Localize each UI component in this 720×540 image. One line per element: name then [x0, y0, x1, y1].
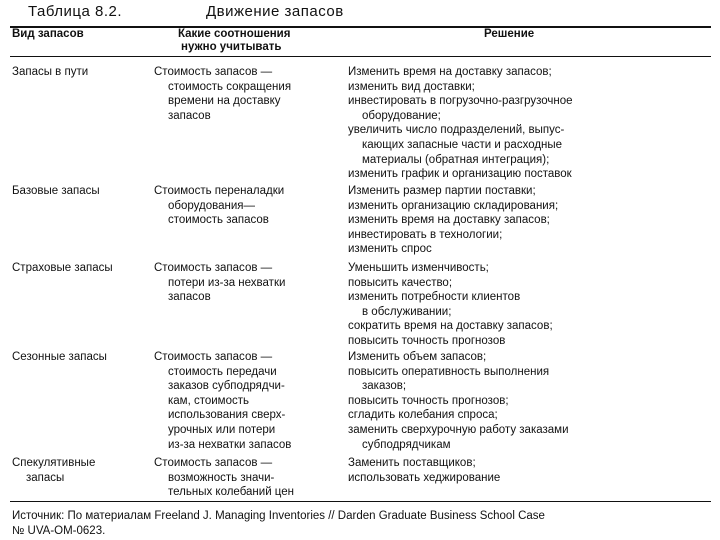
- row-3-type: Страховые запасы: [12, 262, 113, 274]
- header-type: Вид запасов: [12, 28, 84, 40]
- row-3-solution: Уменьшить изменчивость; повысить качество; изменить потребности клиентов в обслуживании; сократить время на доставку запасов; повысить точность прогнозов: [348, 262, 553, 347]
- row-2-solution: Изменить размер партии поставки; изменить организацию складирования; изменить время на доставку запасов; инвестировать в технологии; изменить спрос: [348, 185, 559, 256]
- table-bottom-rule: [10, 501, 711, 502]
- row-4-type: Сезонные запасы: [12, 351, 107, 363]
- row-2-ratio: Стоимость переналадки оборудования— стоимость запасов: [154, 185, 285, 227]
- row-3-ratio: Стоимость запасов — потери из-за нехватки запасов: [154, 262, 286, 304]
- row-5-solution: Заменить поставщиков; использовать хеджирование: [348, 457, 501, 484]
- header-ratio-line1: Какие соотношения: [178, 28, 291, 40]
- row-4-solution: Изменить объем запасов; повысить оперативность выполнения заказов; повысить точность прогнозов; сгладить колебания спроса; заменить сверхурочную работу заказами субподрядчикам: [348, 351, 569, 451]
- row-1-ratio: Стоимость запасов — стоимость сокращения времени на доставку запасов: [154, 66, 292, 122]
- row-1-type: Запасы в пути: [12, 66, 89, 78]
- row-1-solution: Изменить время на доставку запасов; изменить вид доставки; инвестировать в погрузочно-разгрузочное оборудование; увеличить число подразделений, выпус- кающих запасные части и расходные материалы (обратная интеграция); изменить график и организацию поставок: [348, 66, 573, 181]
- header-top-rule: [10, 26, 711, 28]
- source-note: Источник: По материалам Freeland J. Managing Inventories // Darden Graduate Business School Case № UVA-OM-0623.: [12, 510, 545, 537]
- table-number: Таблица 8.2.: [28, 3, 123, 20]
- row-2-type: Базовые запасы: [12, 185, 100, 197]
- header-ratio-line2: нужно учитывать: [181, 41, 282, 53]
- row-4-ratio: Стоимость запасов — стоимость передачи заказов субподрядчи- кам, стоимость использования сверх- урочных или потери из-за нехватки запасов: [154, 351, 292, 451]
- table-name: Движение запасов: [206, 3, 344, 20]
- header-bottom-rule: [10, 56, 711, 57]
- table-title: [28, 3, 344, 20]
- row-5-type: Спекулятивные запасы: [12, 457, 96, 484]
- header-solution: Решение: [484, 28, 535, 40]
- row-5-ratio: Стоимость запасов — возможность значи- тельных колебаний цен: [154, 457, 295, 499]
